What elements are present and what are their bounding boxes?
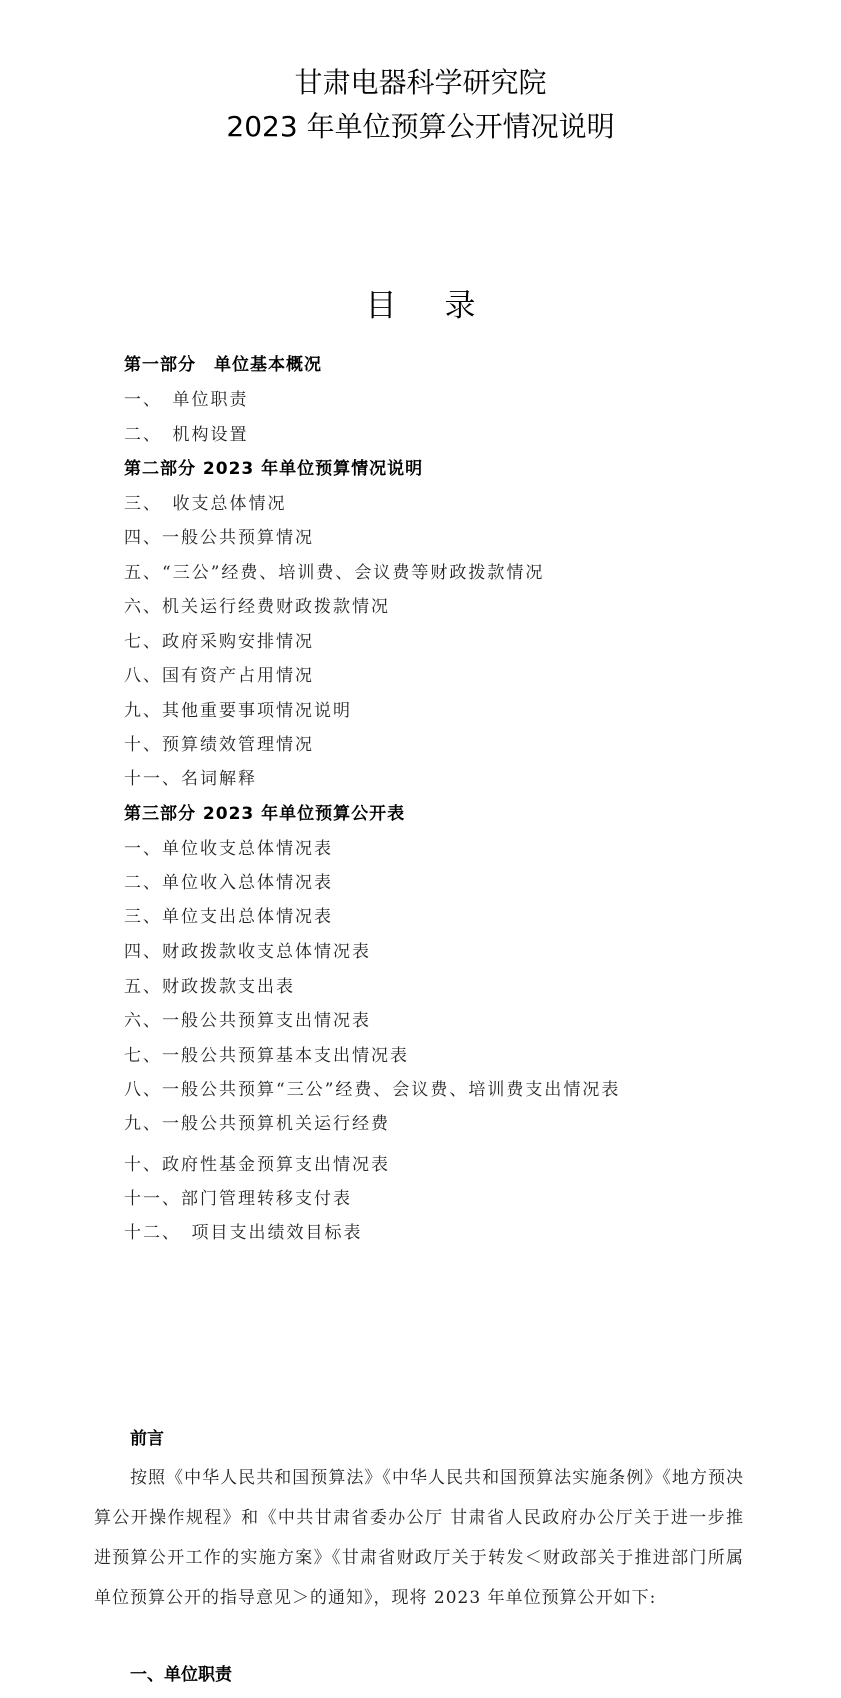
- toc-item: 四、一般公共预算情况: [124, 528, 314, 548]
- toc-item: 六、一般公共预算支出情况表: [124, 1011, 371, 1031]
- document-title-line1: 甘肃电器科学研究院: [294, 66, 547, 99]
- toc-item: 二、单位收入总体情况表: [124, 873, 333, 893]
- toc-item: 三、单位支出总体情况表: [124, 907, 333, 927]
- toc-heading: 目录: [365, 288, 524, 324]
- toc-part2-heading: 第二部分 2023 年单位预算情况说明: [124, 459, 424, 479]
- toc-item: 一、单位收支总体情况表: [124, 839, 333, 859]
- toc-item: 七、一般公共预算基本支出情况表: [124, 1046, 409, 1066]
- toc-item: 九、一般公共预算机关运行经费: [124, 1114, 390, 1134]
- toc-item: 十一、名词解释: [124, 769, 257, 789]
- toc-item: 四、财政拨款收支总体情况表: [124, 942, 371, 962]
- toc-item: 五、财政拨款支出表: [124, 977, 295, 997]
- toc-item: 六、机关运行经费财政拨款情况: [124, 597, 390, 617]
- toc-item: 十、预算绩效管理情况: [124, 735, 314, 755]
- document-title-line2: 2023 年单位预算公开情况说明: [226, 110, 615, 143]
- toc-item: 十一、部门管理转移支付表: [124, 1189, 352, 1209]
- section1-heading: 一、单位职责: [130, 1665, 232, 1685]
- toc-item: 九、其他重要事项情况说明: [124, 701, 352, 721]
- foreword-paragraph: 按照《中华人民共和国预算法》《中华人民共和国预算法实施条例》《地方预决算公开操作规程》和《中共甘肃省委办公厅 甘肃省人民政府办公厅关于进一步推进预算公开工作的实施方案》《甘肃省财政厅关于转发＜财政部关于推进部门所属单位预算公开的指导意见＞的通知》，现将 2023 年单位预算公开如下:: [94, 1468, 744, 1608]
- toc-item: 一、 单位职责: [124, 390, 249, 410]
- toc-part3-heading: 第三部分 2023 年单位预算公开表: [124, 804, 406, 824]
- toc-item: 十、政府性基金预算支出情况表: [124, 1155, 390, 1175]
- toc-item: 五、“三公”经费、培训费、会议费等财政拨款情况: [124, 563, 545, 583]
- toc-item: 八、国有资产占用情况: [124, 666, 314, 686]
- toc-part1-heading: 第一部分 单位基本概况: [124, 355, 322, 375]
- toc-item: 七、政府采购安排情况: [124, 632, 314, 652]
- toc-item: 八、一般公共预算“三公”经费、会议费、培训费支出情况表: [124, 1080, 621, 1100]
- toc-item: 十二、 项目支出绩效目标表: [124, 1223, 363, 1243]
- toc-item: 三、 收支总体情况: [124, 494, 287, 514]
- toc-item: 二、 机构设置: [124, 425, 249, 445]
- foreword-heading: 前言: [130, 1429, 164, 1449]
